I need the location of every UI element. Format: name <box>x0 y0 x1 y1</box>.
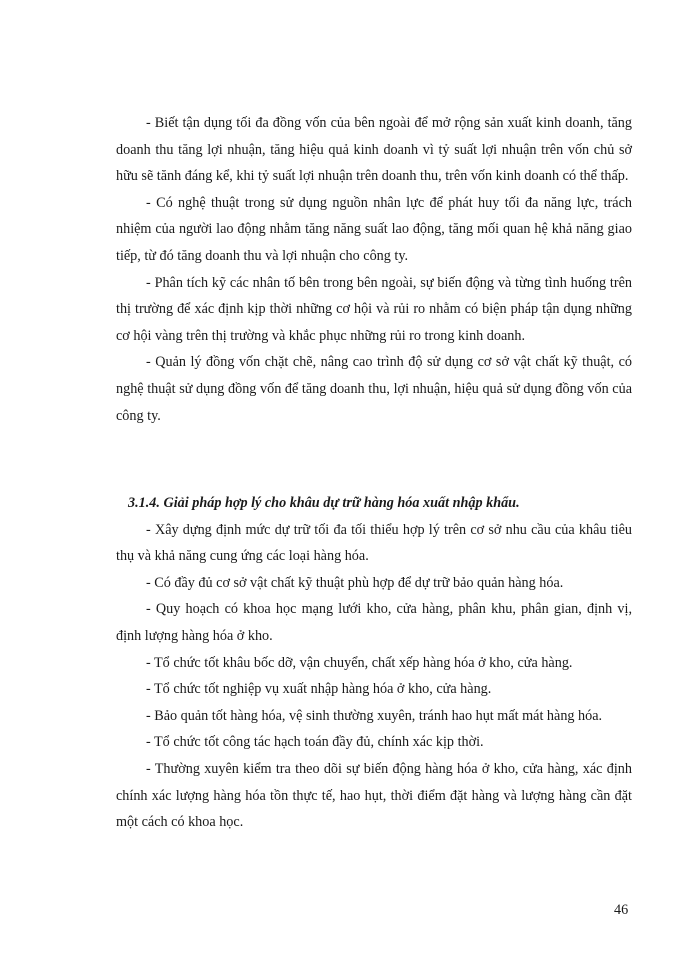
paragraph: - Phân tích kỹ các nhân tố bên trong bên ngoài, sự biến động và từng tình huống trên thị trường để xác định kịp thời những cơ hội và rủi ro nhằm có biện pháp tận dụng những cơ hội vàng trên thị trường và khắc phục những rủi ro trong kinh doanh. <box>116 274 632 344</box>
paragraph: - Tổ chức tốt nghiệp vụ xuất nhập hàng hóa ở kho, cửa hàng. <box>146 681 492 698</box>
paragraph: - Quy hoạch có khoa học mạng lưới kho, cửa hàng, phân khu, phân gian, định vị, định lượng hàng hóa ở kho. <box>116 601 632 644</box>
section-two <box>116 490 632 836</box>
paragraph: - Có đầy đủ cơ sở vật chất kỹ thuật phù hợp để dự trữ bảo quản hàng hóa. <box>146 574 564 591</box>
section-one <box>116 110 632 429</box>
paragraph: - Tổ chức tốt công tác hạch toán đầy đủ, chính xác kịp thời. <box>146 734 484 751</box>
paragraph: - Có nghệ thuật trong sử dụng nguồn nhân lực để phát huy tối đa năng lực, trách nhiệm của người lao động nhằm tăng năng suất lao động, tăng mối quan hệ khả năng giao tiếp, từ đó tăng doanh thu và lợi nhuận cho công ty. <box>116 194 632 264</box>
paragraph: - Quản lý đồng vốn chặt chẽ, nâng cao trình độ sử dụng cơ sở vật chất kỹ thuật, có nghệ thuật sử dụng đồng vốn để tăng doanh thu, lợi nhuận, hiệu quả sử dụng đồng vốn của công ty. <box>116 354 632 424</box>
paragraph: - Biết tận dụng tối đa đồng vốn của bên ngoài để mở rộng sản xuất kinh doanh, tăng doanh thu tăng lợi nhuận, tăng hiệu quả kinh doanh vì tỷ suất lợi nhuận trên vốn chủ sở hữu sẽ tănh đáng kể, khi tỷ suất lợi nhuận trên doanh thu, trên vốn kinh doanh có thể thấp. <box>116 115 632 185</box>
paragraph: - Thường xuyên kiểm tra theo dõi sự biến động hàng hóa ở kho, cửa hàng, xác định chính xác lượng hàng hóa tồn thực tế, hao hụt, thời điểm đặt hàng và lượng hàng cần đặt một cách có khoa học. <box>116 760 632 831</box>
paragraph: - Bảo quản tốt hàng hóa, vệ sinh thường xuyên, tránh hao hụt mất mát hàng hóa. <box>146 707 603 724</box>
page-number: 46 <box>614 902 629 918</box>
paragraph: - Xây dựng định mức dự trữ tối đa tối thiểu hợp lý trên cơ sở nhu cầu của khâu tiêu thụ và khả năng cung ứng các loại hàng hóa. <box>116 521 632 565</box>
section-heading: 3.1.4. Giải pháp hợp lý cho khâu dự trữ hàng hóa xuất nhập khẩu. <box>128 495 520 511</box>
paragraph: - Tổ chức tốt khâu bốc dỡ, vận chuyển, chất xếp hàng hóa ở kho, cửa hàng. <box>146 654 573 671</box>
